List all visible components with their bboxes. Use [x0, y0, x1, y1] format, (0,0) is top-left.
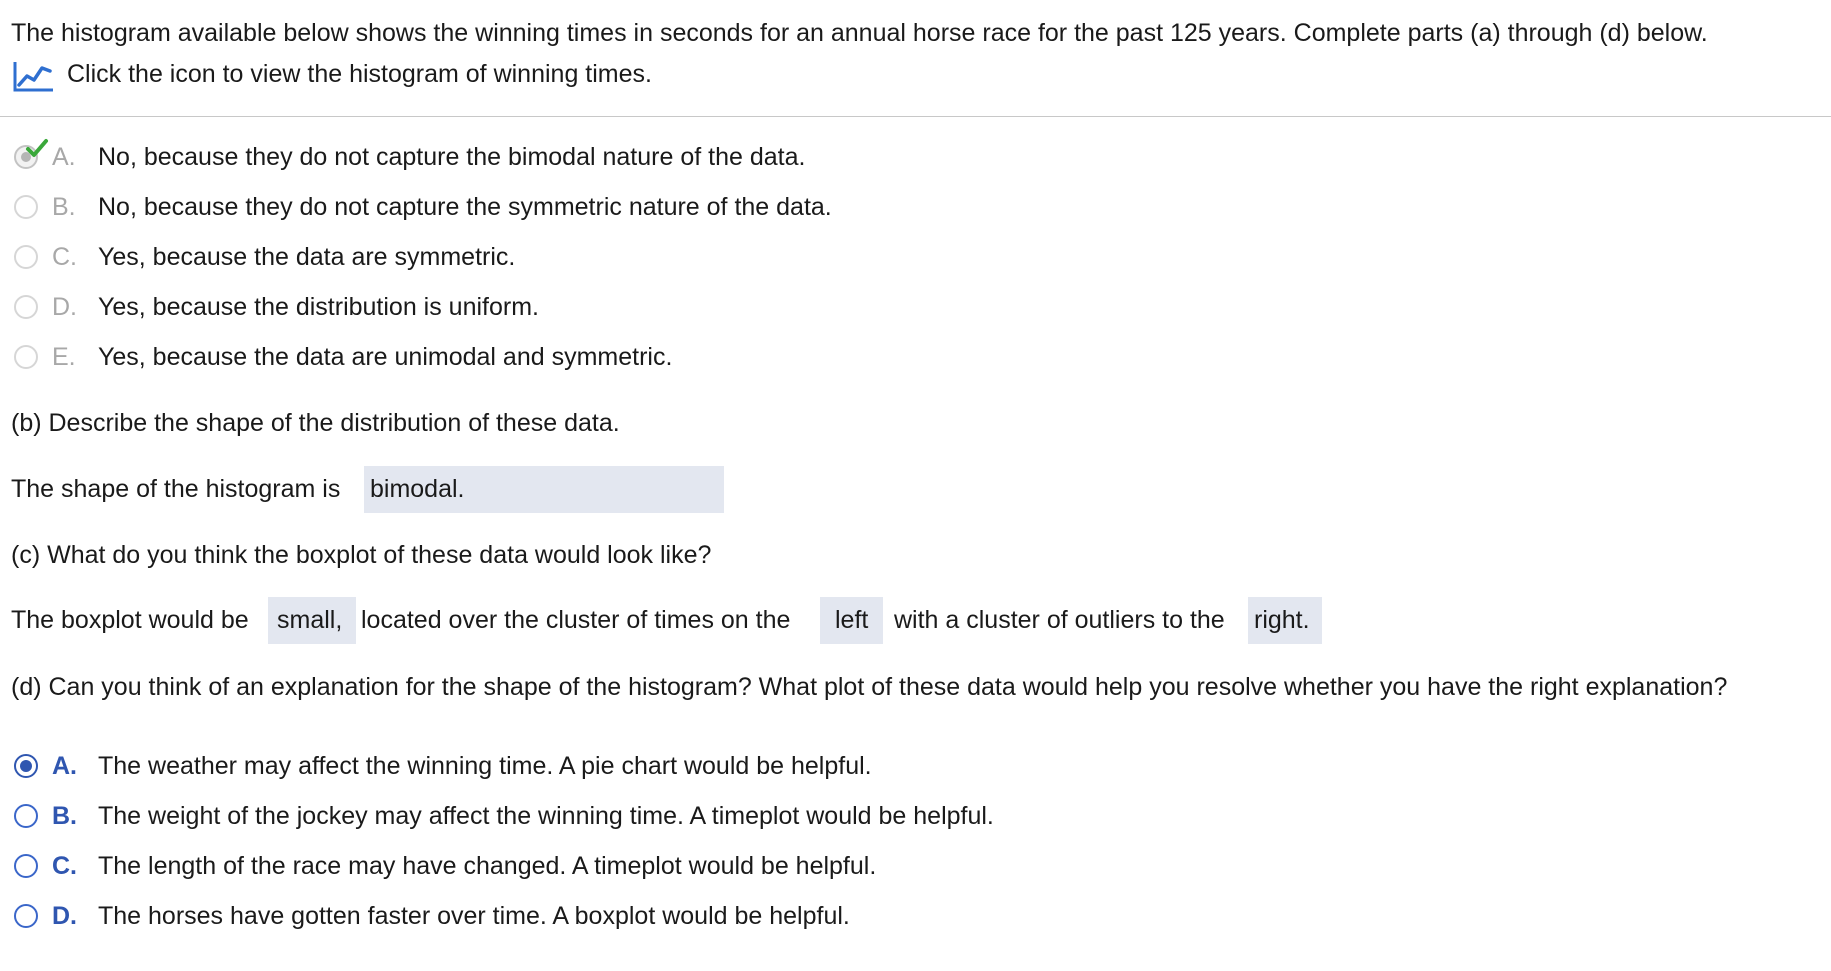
part-b-answer[interactable]: bimodal. [364, 466, 724, 513]
part-c-middle2: with a cluster of outliers to the [894, 606, 1225, 634]
divider [0, 116, 1831, 117]
part-d-letter-c[interactable]: C. [52, 852, 77, 880]
part-c-answer-size[interactable]: small, [268, 597, 356, 644]
part-d-letter-d[interactable]: D. [52, 902, 77, 930]
part-d-question: (d) Can you think of an explanation for the shape of the histogram? What plot of these data would help you resolve whether you have the right explanation? [11, 673, 1728, 701]
part-a-radio-c [14, 245, 38, 269]
check-icon [25, 138, 49, 160]
part-a-radio-e [14, 345, 38, 369]
part-a-option-a-text: No, because they do not capture the bimodal nature of the data. [98, 143, 806, 171]
part-b-question: (b) Describe the shape of the distribution of these data. [11, 409, 620, 437]
part-a-letter-e: E. [52, 343, 76, 371]
part-a-radio-b [14, 195, 38, 219]
part-a-option-c-text: Yes, because the data are symmetric. [98, 243, 516, 271]
part-c-question: (c) What do you think the boxplot of these data would look like? [11, 541, 712, 569]
question-prompt: The histogram available below shows the winning times in seconds for an annual horse race for the past 125 years. Complete parts (a) through (d) below. [11, 19, 1708, 47]
part-d-radio-d[interactable] [14, 904, 38, 928]
part-d-letter-a[interactable]: A. [52, 752, 77, 780]
part-a-letter-a: A. [52, 143, 76, 171]
part-d-radio-c[interactable] [14, 854, 38, 878]
part-c-prefix: The boxplot would be [11, 606, 249, 634]
part-a-letter-b: B. [52, 193, 76, 221]
part-c-answer-location[interactable]: left [820, 597, 883, 644]
part-d-option-d-text[interactable]: The horses have gotten faster over time. A boxplot would be helpful. [98, 902, 850, 930]
part-d-radio-b[interactable] [14, 804, 38, 828]
part-a-option-d-text: Yes, because the distribution is uniform. [98, 293, 539, 321]
part-a-radio-d [14, 295, 38, 319]
part-a-option-e-text: Yes, because the data are unimodal and symmetric. [98, 343, 673, 371]
part-d-option-a-text[interactable]: The weather may affect the winning time. A pie chart would be helpful. [98, 752, 872, 780]
histogram-link[interactable]: Click the icon to view the histogram of winning times. [67, 60, 652, 88]
part-a-option-b-text: No, because they do not capture the symmetric nature of the data. [98, 193, 832, 221]
part-b-prefix: The shape of the histogram is [11, 475, 341, 503]
part-a-letter-c: C. [52, 243, 77, 271]
part-d-option-c-text[interactable]: The length of the race may have changed. A timeplot would be helpful. [98, 852, 877, 880]
part-a-letter-d: D. [52, 293, 77, 321]
part-c-middle: located over the cluster of times on the [361, 606, 791, 634]
part-d-option-b-text[interactable]: The weight of the jockey may affect the winning time. A timeplot would be helpful. [98, 802, 994, 830]
line-chart-icon[interactable] [12, 59, 56, 93]
part-c-answer-outliers[interactable]: right. [1248, 597, 1322, 644]
part-d-radio-a[interactable] [14, 754, 38, 778]
part-d-letter-b[interactable]: B. [52, 802, 77, 830]
